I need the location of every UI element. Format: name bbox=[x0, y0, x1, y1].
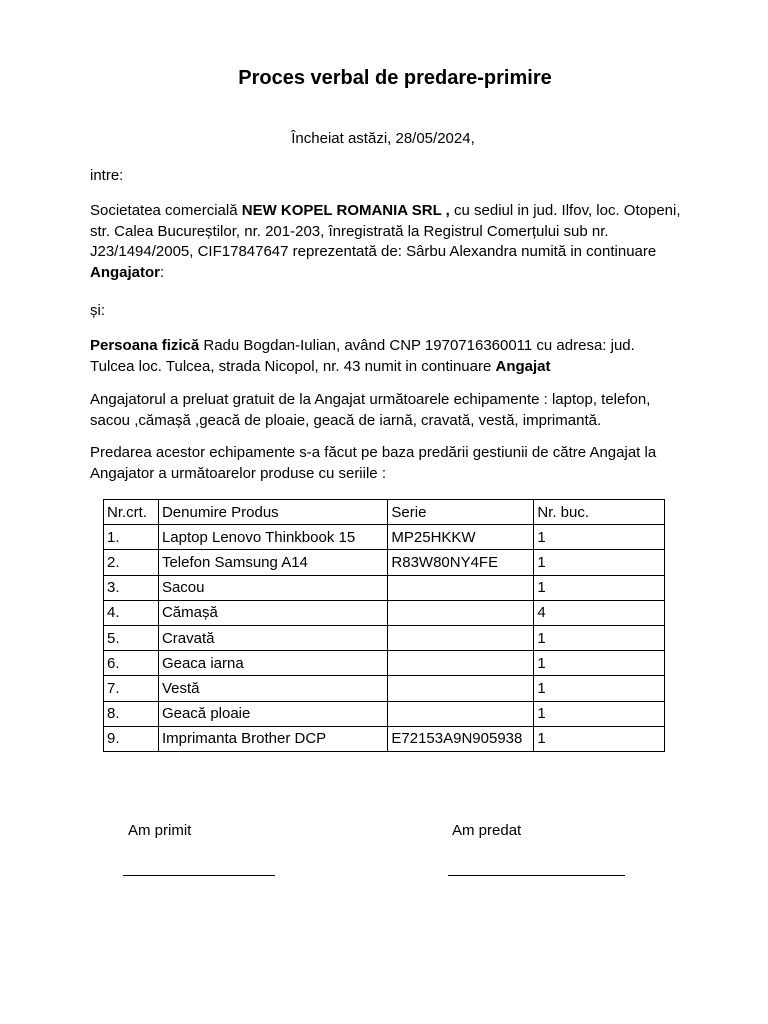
company-paragraph bbox=[90, 201, 690, 283]
table-cell: Telefon Samsung A14 bbox=[158, 550, 387, 575]
table-cell: 1 bbox=[534, 726, 665, 751]
table-row bbox=[104, 726, 665, 751]
date-line: Încheiat astăzi, 28/05/2024, bbox=[291, 130, 475, 147]
table-cell: MP25HKKW bbox=[388, 525, 534, 550]
table-cell bbox=[388, 575, 534, 600]
table-header-row bbox=[104, 500, 665, 525]
table-cell bbox=[388, 676, 534, 701]
table-row bbox=[104, 575, 665, 600]
table-cell: Imprimanta Brother DCP bbox=[158, 726, 387, 751]
table-cell: Vestă bbox=[158, 676, 387, 701]
table-cell: 7. bbox=[104, 676, 159, 701]
table-cell: Sacou bbox=[158, 575, 387, 600]
table-header-cell: Denumire Produs bbox=[158, 500, 387, 525]
table-row bbox=[104, 525, 665, 550]
table-cell: 6. bbox=[104, 651, 159, 676]
table-cell bbox=[388, 701, 534, 726]
table-header-cell: Serie bbox=[388, 500, 534, 525]
table-header-cell: Nr. buc. bbox=[534, 500, 665, 525]
table-cell: Cravată bbox=[158, 625, 387, 650]
table-row bbox=[104, 550, 665, 575]
table-cell: Geacă ploaie bbox=[158, 701, 387, 726]
signature-line-received bbox=[123, 875, 275, 876]
table-row bbox=[104, 701, 665, 726]
handover-paragraph: Predarea acestor echipamente s-a făcut pe baza predării gestiunii de către Angajat la Angajator a următoarelor produse cu seriile : bbox=[90, 444, 657, 482]
table-cell: 2. bbox=[104, 550, 159, 575]
table-cell: Cămașă bbox=[158, 600, 387, 625]
text: Radu Bogdan-Iulian, având CNP 1970716360011 cu adresa: jud. Tulcea loc. Tulcea, strada Nicopol, nr. 43 numit in continuare bbox=[90, 337, 635, 375]
table-cell bbox=[388, 625, 534, 650]
table-cell: 1 bbox=[534, 651, 665, 676]
table-cell: 1 bbox=[534, 676, 665, 701]
table-cell: 9. bbox=[104, 726, 159, 751]
table-cell bbox=[388, 651, 534, 676]
table-cell: 8. bbox=[104, 701, 159, 726]
table-cell: 1 bbox=[534, 525, 665, 550]
table-cell: 4. bbox=[104, 600, 159, 625]
table-cell bbox=[388, 600, 534, 625]
table-cell: Laptop Lenovo Thinkbook 15 bbox=[158, 525, 387, 550]
table-cell: E72153A9N905938 bbox=[388, 726, 534, 751]
table-cell: 1 bbox=[534, 625, 665, 650]
table-row bbox=[104, 651, 665, 676]
text: Societatea comercială bbox=[90, 202, 242, 219]
signature-received-label: Am primit bbox=[128, 822, 192, 839]
table-cell: 1 bbox=[534, 701, 665, 726]
table-row bbox=[104, 676, 665, 701]
signature-line-handed bbox=[448, 875, 625, 876]
and-text: și: bbox=[90, 302, 105, 319]
table-row bbox=[104, 600, 665, 625]
table-cell: Geaca iarna bbox=[158, 651, 387, 676]
equipment-paragraph: Angajatorul a preluat gratuit de la Angajat următoarele echipamente : laptop, telefon, sacou ,cămașă ,geacă de ploaie, geacă de iarnă, cravată, vestă, imprimantă. bbox=[90, 391, 651, 429]
products-table bbox=[103, 499, 665, 752]
table-header-cell: Nr.crt. bbox=[104, 500, 159, 525]
table-cell: 4 bbox=[534, 600, 665, 625]
text: : bbox=[160, 263, 165, 281]
document-title: Proces verbal de predare-primire bbox=[238, 67, 552, 89]
person-paragraph bbox=[90, 336, 660, 377]
person-label: Persoana fizică bbox=[90, 337, 200, 354]
table-cell: R83W80NY4FE bbox=[388, 550, 534, 575]
role-employee: Angajat bbox=[495, 357, 551, 375]
table-cell: 1 bbox=[534, 575, 665, 600]
table-cell: 5. bbox=[104, 625, 159, 650]
role-employer: Angajator bbox=[90, 263, 161, 281]
intro-text: intre: bbox=[90, 167, 124, 184]
table-row bbox=[104, 625, 665, 650]
table-cell: 1 bbox=[534, 550, 665, 575]
text: cu sediul in jud. Ilfov, loc. Otopeni, str. Calea Bucureștilor, nr. 201-203, înregistrată la Registrul Comerțului sub nr. J23/1494/2005, CIF17847647 reprezentată de: Sârbu Alexandra numită in continuare bbox=[90, 202, 681, 260]
signature-handed-label: Am predat bbox=[452, 822, 522, 839]
table-cell: 3. bbox=[104, 575, 159, 600]
table-cell: 1. bbox=[104, 525, 159, 550]
company-name: NEW KOPEL ROMANIA SRL , bbox=[241, 202, 450, 219]
